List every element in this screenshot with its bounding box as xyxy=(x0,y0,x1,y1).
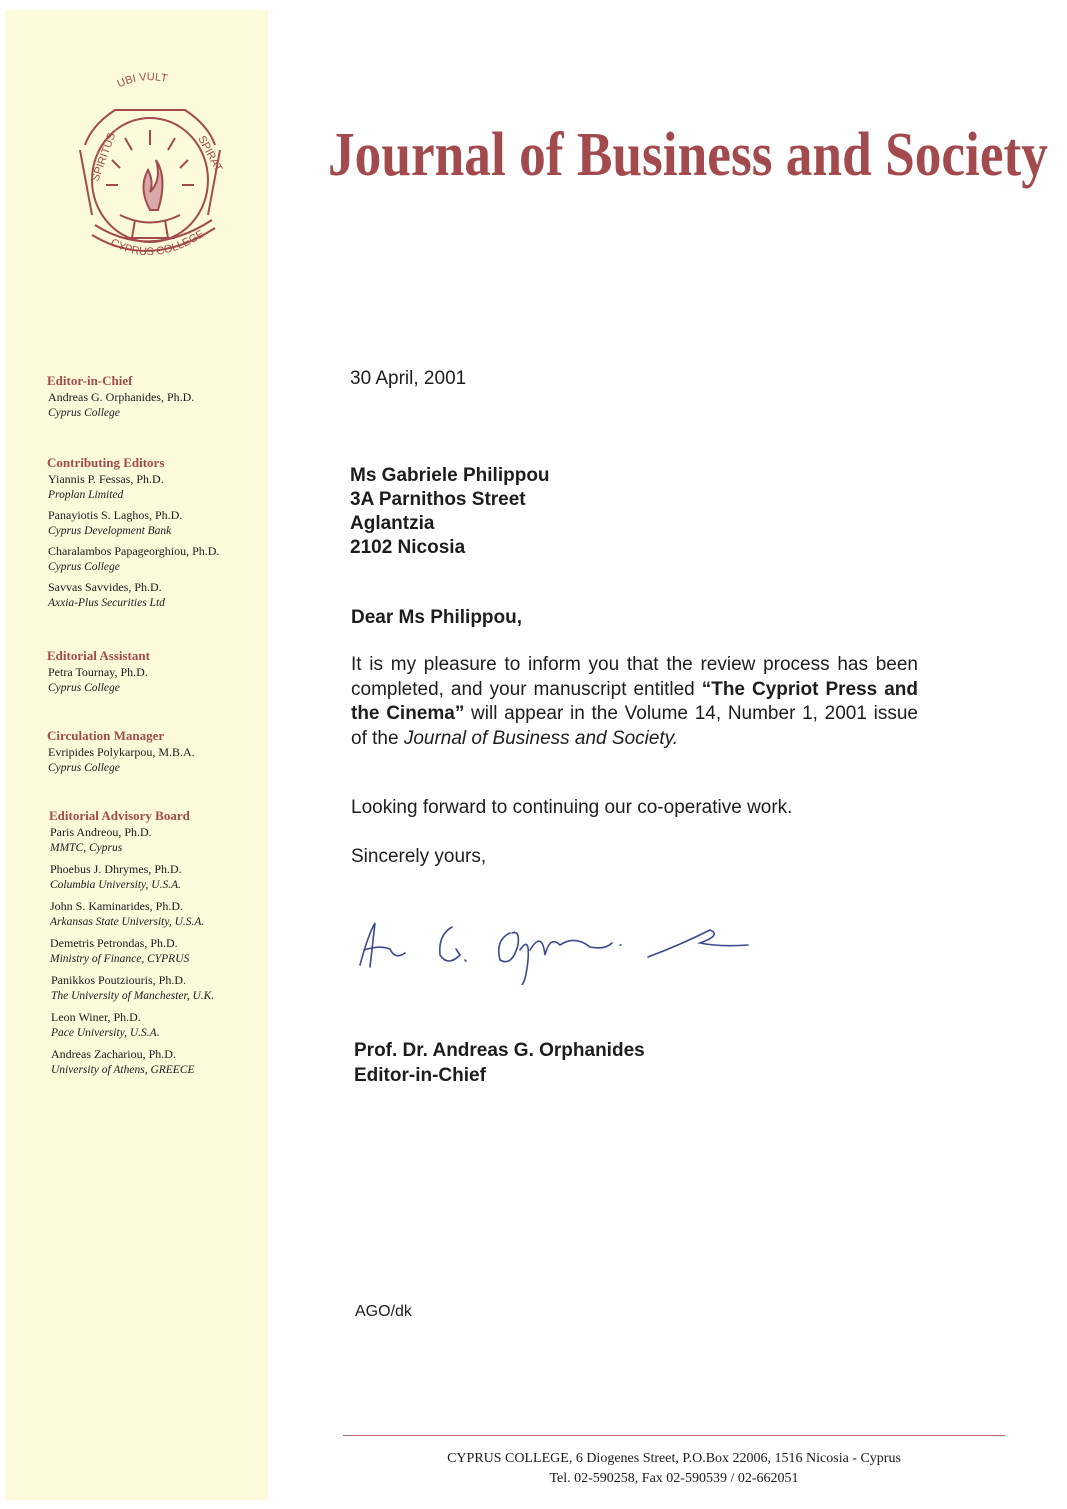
editorial-assistant-section xyxy=(47,647,262,696)
member-affiliation: Pace University, U.S.A. xyxy=(51,1026,160,1039)
member-affiliation: University of Athens, GREECE xyxy=(51,1063,195,1076)
section-title: Editor-in-Chief xyxy=(47,373,133,388)
closing-paragraph: Looking forward to continuing our co-operative work. xyxy=(351,797,793,818)
recipient-city: 2102 Nicosia xyxy=(350,537,466,558)
member-affiliation: Cyprus Development Bank xyxy=(48,524,172,537)
board-member xyxy=(51,973,262,1004)
member-name: Panikkos Poutziouris, Ph.D. xyxy=(51,973,187,987)
crest-motto-top: UBI VULT xyxy=(115,71,169,91)
section-title: Editorial Advisory Board xyxy=(49,808,190,823)
member-name: Leon Winer, Ph.D. xyxy=(51,1010,141,1024)
journal-name: Journal of Business and Society. xyxy=(403,727,679,749)
member-name: Panayiotis S. Laghos, Ph.D. xyxy=(48,508,183,522)
board-member xyxy=(50,899,262,930)
member-affiliation: Axxia-Plus Securities Ltd xyxy=(48,596,165,609)
crest-banner: CYPRUS COLLEGE xyxy=(108,228,207,259)
reference-initials: AGO/dk xyxy=(355,1303,412,1320)
signature-icon xyxy=(350,905,750,985)
recipient-name: Ms Gabriele Philippou xyxy=(350,465,550,486)
circulation-manager-section xyxy=(47,727,262,776)
member-affiliation: Cyprus College xyxy=(48,681,120,694)
college-crest-icon xyxy=(40,60,270,285)
footer-divider xyxy=(343,1435,1005,1436)
member-affiliation: The University of Manchester, U.K. xyxy=(51,989,215,1002)
board-member xyxy=(50,825,262,856)
member-affiliation: Proplan Limited xyxy=(48,488,124,501)
board-member xyxy=(48,745,262,776)
letterhead-footer xyxy=(343,1449,1005,1489)
board-member xyxy=(48,508,262,539)
board-member xyxy=(48,665,262,696)
board-member xyxy=(48,390,262,421)
member-name: Demetris Petrondas, Ph.D. xyxy=(50,936,178,950)
board-member xyxy=(48,580,262,611)
member-name: Petra Tournay, Ph.D. xyxy=(48,665,148,679)
board-member xyxy=(50,862,262,893)
member-affiliation: MMTC, Cyprus xyxy=(50,841,123,854)
member-name: Savvas Savvides, Ph.D. xyxy=(48,580,162,594)
letter-date: 30 April, 2001 xyxy=(350,368,467,389)
member-name: Charalambos Papageorghiou, Ph.D. xyxy=(48,544,220,558)
member-name: John S. Kaminarides, Ph.D. xyxy=(50,899,183,913)
section-title: Circulation Manager xyxy=(47,728,165,743)
journal-masthead: Journal of Business and Society xyxy=(328,121,1048,189)
manuscript-title: “The Cypriot Press and the Cinema” xyxy=(351,678,918,724)
recipient-district: Aglantzia xyxy=(350,513,435,534)
contributing-editors-section xyxy=(47,454,262,611)
member-affiliation: Cyprus College xyxy=(48,560,120,573)
board-member xyxy=(48,472,262,503)
recipient-street: 3A Parnithos Street xyxy=(350,489,526,510)
body-paragraph xyxy=(351,653,918,751)
editorial-advisory-board-section xyxy=(47,807,262,1078)
member-name: Paris Andreou, Ph.D. xyxy=(50,825,152,839)
board-member xyxy=(50,936,262,967)
recipient-address xyxy=(350,464,550,560)
member-name: Andreas G. Orphanides, Ph.D. xyxy=(48,390,195,404)
member-affiliation: Cyprus College xyxy=(48,406,120,419)
member-name: Phoebus J. Dhrymes, Ph.D. xyxy=(50,862,182,876)
member-name: Evripides Polykarpou, M.B.A. xyxy=(48,745,195,759)
body-text-part2: will appear in the Volume 14, Number 1, 2001 issue of the xyxy=(351,703,918,749)
member-affiliation: Ministry of Finance, CYPRUS xyxy=(50,952,190,965)
board-member xyxy=(48,544,262,575)
member-affiliation: Cyprus College xyxy=(48,761,120,774)
footer-contact: Tel. 02-590258, Fax 02-590539 / 02-662051 xyxy=(549,1471,799,1486)
crest-motto-left: SPIRITUS xyxy=(89,131,119,184)
board-member xyxy=(51,1047,262,1078)
member-name: Yiannis P. Fessas, Ph.D. xyxy=(48,472,164,486)
footer-address: CYPRUS COLLEGE, 6 Diogenes Street, P.O.Box 22006, 1516 Nicosia - Cyprus xyxy=(447,1451,901,1466)
member-affiliation: Columbia University, U.S.A. xyxy=(50,878,181,891)
signer-title: Editor-in-Chief xyxy=(354,1065,486,1086)
body-text-part1: It is my pleasure to inform you that the review process has been completed, and your manuscript entitled xyxy=(351,654,918,700)
crest-motto-right: SPIRAT xyxy=(195,133,225,174)
salutation: Dear Ms Philippou, xyxy=(351,607,523,628)
member-name: Andreas Zachariou, Ph.D. xyxy=(51,1047,176,1061)
member-affiliation: Arkansas State University, U.S.A. xyxy=(50,915,205,928)
section-title: Editorial Assistant xyxy=(47,648,150,663)
signer-block xyxy=(354,1038,645,1088)
editor-in-chief-section xyxy=(47,372,262,421)
section-title: Contributing Editors xyxy=(47,455,165,470)
board-member xyxy=(51,1010,262,1041)
sign-off: Sincerely yours, xyxy=(351,846,487,867)
signer-name: Prof. Dr. Andreas G. Orphanides xyxy=(354,1040,645,1061)
